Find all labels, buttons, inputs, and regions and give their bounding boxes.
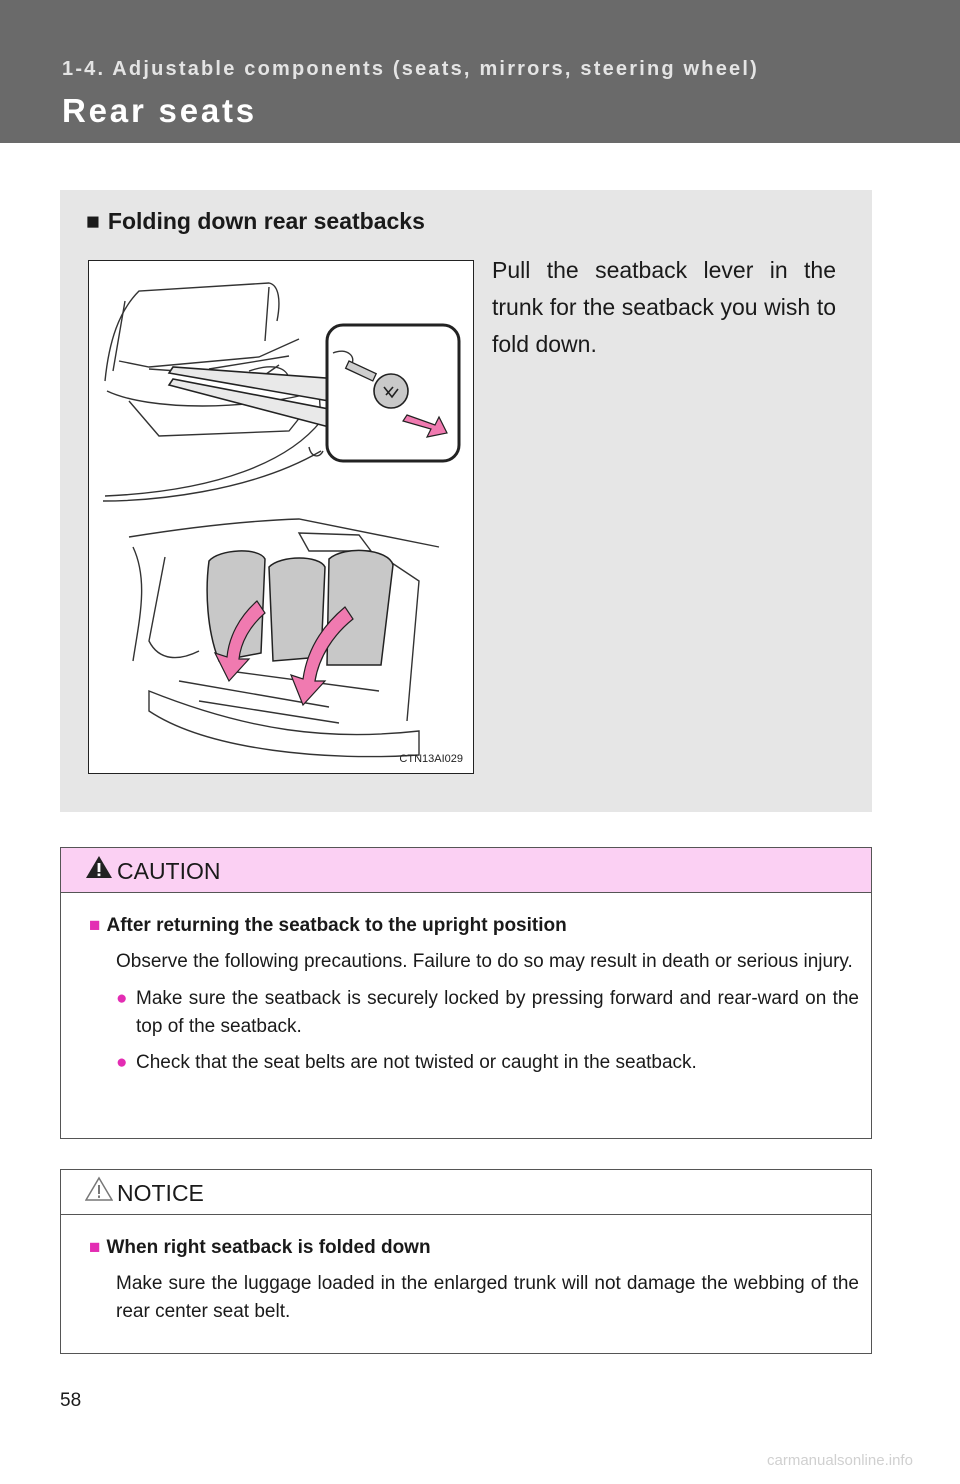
section-title: 1-4. Adjustable components (seats, mirrors, steering wheel) [62,58,759,80]
caution-bullet-text: Make sure the seatback is securely locked by pressing forward and rear-ward on the top of the seatback. [136,988,859,1037]
page-header [0,0,960,143]
bullet-dot-icon: ● [116,988,128,1009]
page-number: 58 [60,1390,82,1411]
caution-square-marker: ■ [89,915,101,936]
instruction-text: Pull the seatback lever in the trunk for the seatback you wish to fold down. [492,257,836,357]
feature-heading-text: Folding down rear seatbacks [107,208,425,234]
notice-label: NOTICE [117,1180,204,1206]
caution-bullet [89,985,859,1041]
caution-subheading [89,913,859,939]
watermark: carmanualsonline.info [767,1452,913,1469]
caution-box [60,847,872,1139]
warning-triangle-icon [85,854,113,880]
caution-header [61,848,871,893]
notice-box [60,1169,872,1354]
notice-subheading [89,1235,859,1261]
figure-code: CTN13AI029 [399,753,463,765]
notice-subheading-text: When right seatback is folded down [106,1237,431,1258]
notice-square-marker: ■ [89,1237,101,1258]
notice-body [61,1215,871,1326]
page-title: Rear seats [62,92,257,129]
feature-heading [86,208,425,235]
heading-square-marker: ■ [86,208,100,234]
caution-intro: Observe the following precautions. Failure to do so may result in death or serious injury. [116,951,853,972]
caution-body [61,893,871,1077]
caution-subheading-text: After returning the seatback to the upright position [106,915,567,936]
caution-label: CAUTION [117,858,221,884]
bullet-dot-icon: ● [116,1052,128,1073]
seat-fold-illustration [88,260,474,774]
feature-box [60,190,872,812]
seat-fold-drawing [89,261,474,774]
caution-bullet [89,1049,859,1077]
callout-pointer [169,367,339,427]
notice-text: Make sure the luggage loaded in the enlarged trunk will not damage the webbing of the rear center seat belt. [116,1273,859,1322]
caution-bullet-text: Check that the seat belts are not twisted or caught in the seatback. [136,1052,697,1073]
notice-header [61,1170,871,1215]
warning-triangle-outline-icon [85,1176,113,1202]
